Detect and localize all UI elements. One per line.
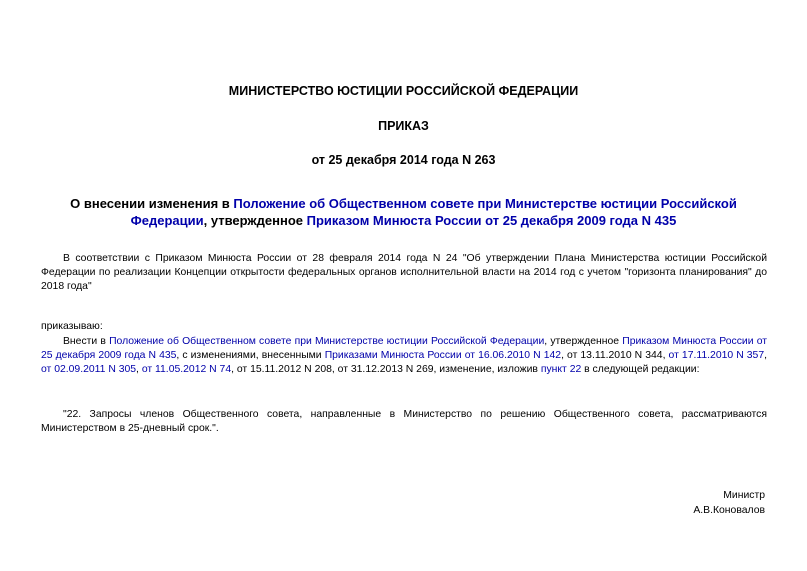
signatory-name: А.В.Коновалов	[693, 505, 765, 516]
order-paragraph	[41, 335, 767, 378]
order-text-7: , от 15.11.2012 N 208, от 31.12.2013 N 269, изменение, изложив	[231, 364, 541, 376]
heading-middle: , утвержденное	[203, 213, 307, 228]
ministry-title: МИНИСТЕРСТВО ЮСТИЦИИ РОССИЙСКОЙ ФЕДЕРАЦИИ	[228, 84, 579, 98]
doc-type-title: ПРИКАЗ	[378, 119, 429, 133]
order-link-305[interactable]: от 02.09.2011 N 305	[41, 364, 137, 376]
order-link-357[interactable]: от 17.11.2010 N 357	[668, 350, 765, 362]
order-text-1: Внести в	[63, 336, 110, 347]
order-link-item-22[interactable]: пункт 22	[540, 364, 582, 376]
order-link-orders-142[interactable]: Приказами Минюста России от 16.06.2010 N 142	[324, 350, 562, 362]
signature-block	[693, 488, 765, 518]
order-text-4: , от 13.11.2010 N 344,	[561, 350, 669, 362]
order-link-regulation[interactable]: Положение об Общественном совете при Министерстве юстиции Российской Федерации	[109, 336, 545, 347]
quoted-item-22: "22. Запросы членов Общественного совета, направленные в Министерство по решению Общественного совета, рассматриваются Министерством в 25-дневный срок.".	[41, 409, 767, 435]
order-date-number: от 25 декабря 2014 года N 263	[311, 153, 496, 167]
heading-prefix: О внесении изменения в	[70, 196, 234, 211]
order-word: приказываю:	[41, 321, 103, 332]
order-heading	[40, 195, 767, 229]
signatory-position: Министр	[723, 490, 765, 501]
preamble-paragraph: В соответствии с Приказом Минюста России от 28 февраля 2014 года N 24 "Об утверждении Плана Министерства юстиции Российской Федерации по реализации Концепции открытости федеральных органов исполнительной власти на 2014 год с учетом "горизонта планирования" до 2018 года"	[41, 253, 767, 293]
heading-link-regulation[interactable]: Положение об Общественном совете при Министерстве юстиции Российской Федерации	[130, 196, 737, 228]
order-text-2: , утвержденное	[544, 336, 623, 347]
order-text-8: в следующей редакции:	[581, 364, 700, 376]
order-text-5: ,	[764, 350, 768, 362]
heading-link-order-435[interactable]: Приказом Минюста России от 25 декабря 2009 года N 435	[306, 213, 677, 228]
order-link-74[interactable]: от 11.05.2012 N 74	[141, 364, 232, 376]
order-text-6: ,	[136, 364, 142, 376]
order-link-order-435[interactable]: Приказом Минюста России от 25 декабря 2009 года N 435	[41, 336, 768, 362]
order-text-3: , с изменениями, внесенными	[176, 350, 325, 362]
